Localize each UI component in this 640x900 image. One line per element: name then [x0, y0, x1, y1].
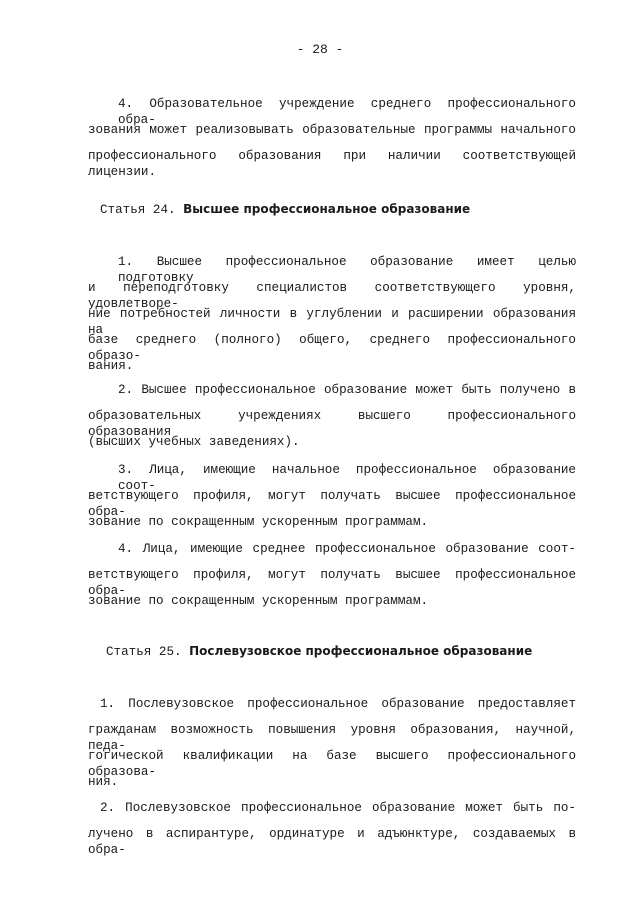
- text-line: образовательных учреждениях высшего профессионального образования: [88, 409, 576, 439]
- text-line: ния.: [88, 775, 119, 789]
- text-line: 4. Лица, имеющие среднее профессиональное образование соот-: [118, 542, 576, 556]
- article-24-title: Высшее профессиональное образование: [183, 202, 471, 216]
- text-line: вания.: [88, 359, 134, 373]
- text-line: ние потребностей личности в углублении и расширении образования на: [88, 307, 576, 337]
- text-line: (высших учебных заведениях).: [88, 435, 300, 449]
- text-line: гражданам возможность повышения уровня образования, научной, педа-: [88, 723, 576, 753]
- article-25-title: Послевузовское профессиональное образование: [189, 644, 533, 658]
- text-line: 2. Высшее профессиональное образование может быть получено в: [118, 383, 576, 397]
- article-25-heading: [106, 643, 532, 660]
- text-line: зование по сокращенным ускоренным программам.: [88, 594, 429, 608]
- text-line: 4. Образовательное учреждение среднего профессионального обра-: [118, 97, 576, 127]
- text-line: зования может реализовывать образовательные программы начального: [88, 123, 576, 137]
- text-line: ветствующего профиля, могут получать высшее профессиональное обра-: [88, 489, 576, 519]
- text-line: и переподготовку специалистов соответствующего уровня, удовлетворе-: [88, 281, 576, 311]
- text-line: 3. Лица, имеющие начальное профессиональное образование соот-: [118, 463, 576, 493]
- page-number: - 28 -: [296, 42, 344, 57]
- article-25-prefix: Статья 25.: [106, 645, 182, 659]
- text-line: базе среднего (полного) общего, среднего профессионального образо-: [88, 333, 576, 363]
- text-line: 1. Высшее профессиональное образование имеет целью подготовку: [118, 255, 576, 285]
- text-line: ветствующего профиля, могут получать высшее профессиональное обра-: [88, 568, 576, 598]
- article-24-heading: [100, 201, 470, 218]
- article-24-prefix: Статья 24.: [100, 203, 176, 217]
- text-line: 1. Послевузовское профессиональное образование предоставляет: [100, 697, 576, 711]
- text-line: лучено в аспирантуре, ординатуре и адъюнктуре, создаваемых в обра-: [88, 827, 576, 857]
- text-line: профессионального образования при наличии соответствующей лицензии.: [88, 149, 576, 179]
- text-line: гогической квалификации на базе высшего профессионального образова-: [88, 749, 576, 779]
- text-line: 2. Послевузовское профессиональное образование может быть по-: [100, 801, 576, 815]
- text-line: зование по сокращенным ускоренным программам.: [88, 515, 429, 529]
